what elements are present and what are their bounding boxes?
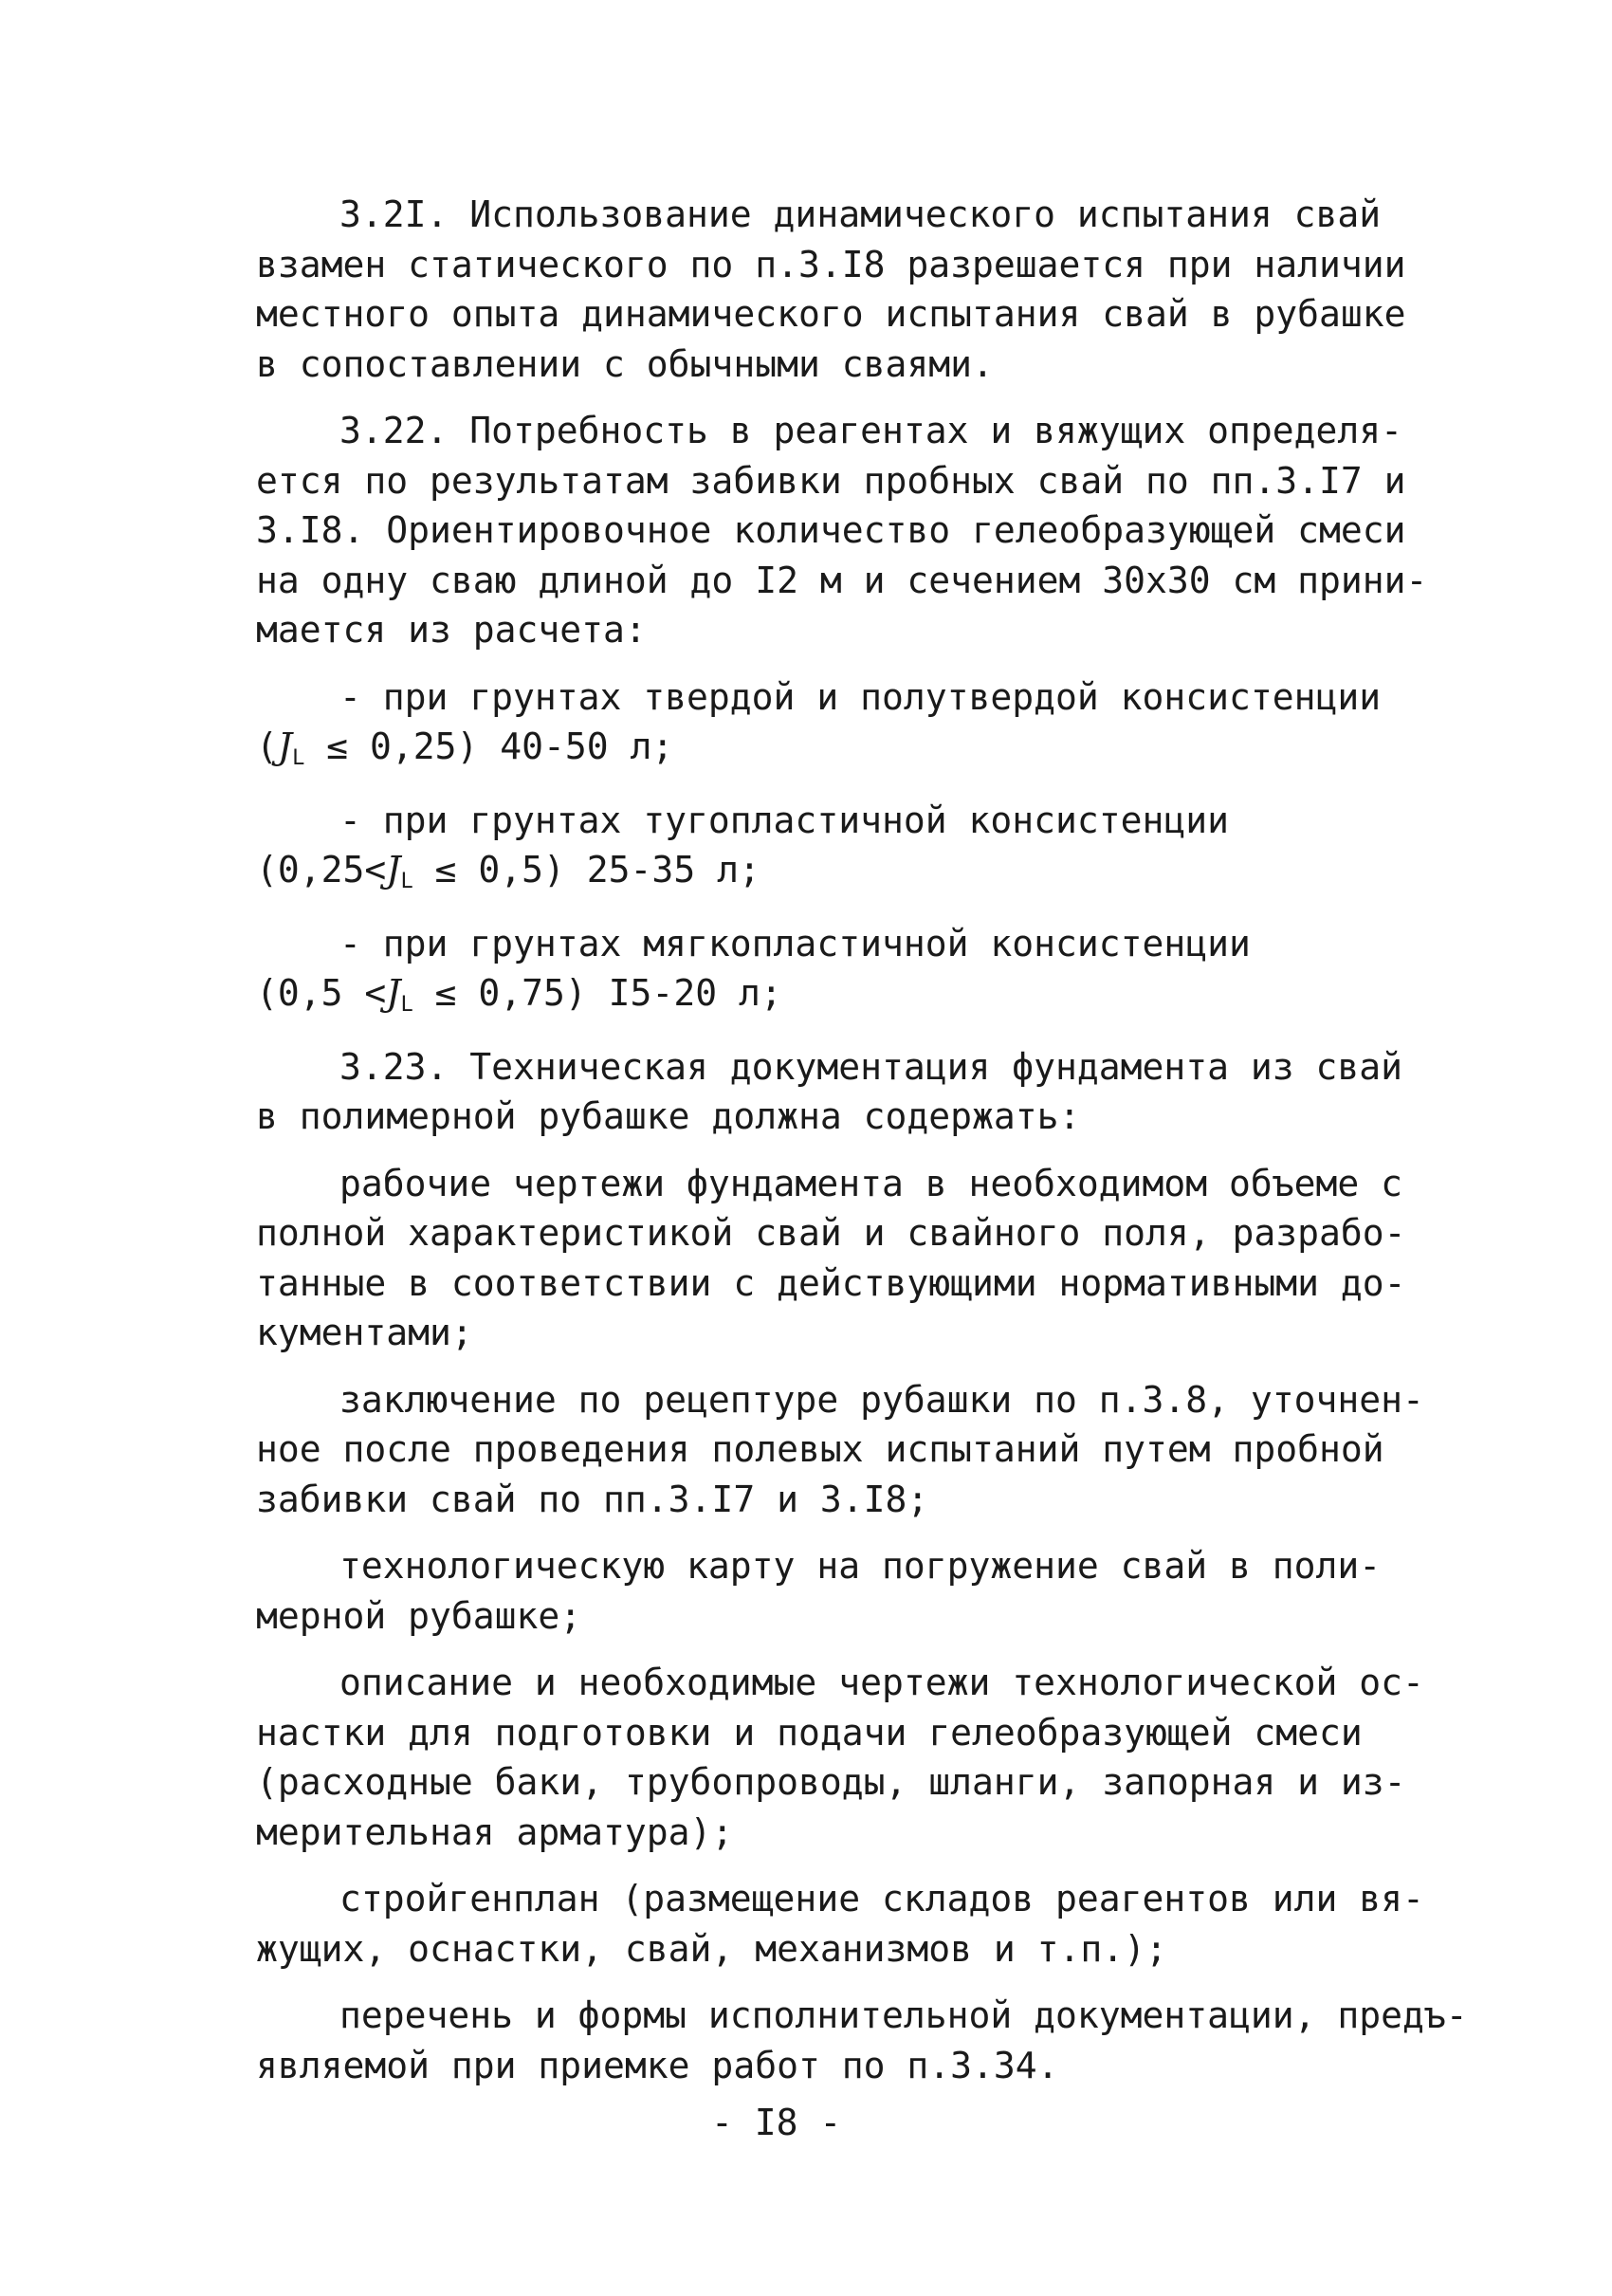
text-line: являемой при приемке работ по п.3.34.: [256, 2044, 1059, 2086]
formula-line: [256, 722, 1441, 779]
text-line: местного опыта динамического испытания свай в рубашке: [256, 293, 1406, 335]
item-tech-map: [256, 1541, 1441, 1641]
formula-prefix: (0,25<: [256, 849, 387, 891]
liquidity-index-symbol: J: [386, 849, 401, 891]
text-line: ется по результатам забивки пробных свай по пп.3.I7 и: [256, 459, 1406, 502]
text-line: танные в соответствии с действующими нормативными до-: [256, 1261, 1406, 1304]
text-line: мерной рубашке;: [256, 1594, 582, 1637]
text-line: в сопоставлении с обычными сваями.: [256, 342, 994, 385]
text-line: перечень и формы исполнительной документации, предъ-: [339, 1994, 1468, 2036]
text-line: (расходные баки, трубопроводы, шланги, запорная и из-: [256, 1761, 1406, 1803]
text-line: настки для подготовки и подачи гелеобразующей смеси: [256, 1711, 1363, 1754]
text-line: в полимерной рубашке должна содержать:: [256, 1095, 1081, 1137]
list-item: [256, 919, 1441, 1025]
liquidity-index-symbol: J: [386, 972, 401, 1014]
text-line: полной характеристикой свай и свайного поля, разрабо-: [256, 1212, 1406, 1254]
soil-consistency-list: [256, 672, 1441, 1025]
text-line: - при грунтах твердой и полутвердой консистенции: [339, 675, 1382, 718]
formula-condition: ≤ 0,75) I5-20 л;: [434, 972, 782, 1014]
text-line: ное после проведения полевых испытаний путем пробной: [256, 1428, 1384, 1470]
list-item: [256, 672, 1441, 779]
paragraph-3-22: [256, 406, 1441, 655]
item-site-plan: [256, 1874, 1441, 1974]
page-number: - I8 -: [711, 2102, 842, 2143]
paragraph-3-23: [256, 1042, 1441, 1142]
formula-prefix: (0,5 <: [256, 972, 387, 1014]
text-line: описание и необходимые чертежи технологической ос-: [339, 1662, 1424, 1703]
text-line: заключение по рецептуре рубашки по п.3.8, уточнен-: [339, 1378, 1424, 1421]
list-item: [256, 796, 1441, 902]
text-line: рабочие чертежи фундамента в необходимом объеме с: [339, 1162, 1403, 1204]
item-docs-list: [256, 1991, 1468, 2090]
liquidity-index-subscript: L: [400, 993, 413, 1017]
text-line: 3.23. Техническая документация фундамента из свай: [339, 1045, 1403, 1088]
formula-condition: ≤ 0,25) 40-50 л;: [326, 726, 674, 767]
text-line: 3.22. Потребность в реагентах и вяжущих определя-: [339, 410, 1403, 451]
text-line: взамен статического по п.3.I8 разрешается при наличии: [256, 243, 1406, 285]
text-line: стройгенплан (размещение складов реагентов или вя-: [339, 1878, 1424, 1919]
text-line: 3.I8. Ориентировочное количество гелеобразующей смеси: [256, 509, 1406, 551]
liquidity-index-symbol: J: [277, 726, 293, 767]
formula-condition: ≤ 0,5) 25-35 л;: [434, 849, 760, 891]
text-line: жущих, оснастки, свай, механизмов и т.п.);: [256, 1927, 1167, 1970]
item-conclusion: [256, 1375, 1441, 1525]
text-line: - при грунтах тугопластичной консистенции: [339, 799, 1229, 841]
text-line: мается из расчета:: [256, 609, 647, 651]
item-drawings: [256, 1159, 1441, 1358]
liquidity-index-subscript: L: [400, 870, 413, 893]
formula-line: [256, 845, 1441, 902]
item-equipment: [256, 1658, 1441, 1857]
formula-prefix: (: [256, 726, 278, 767]
text-line: технологическую карту на погружение свай в поли-: [339, 1545, 1382, 1587]
text-line: забивки свай по пп.3.I7 и 3.I8;: [256, 1478, 929, 1520]
text-line: мерительная арматура);: [256, 1810, 734, 1853]
text-line: кументами;: [256, 1312, 473, 1353]
document-page: [256, 190, 1468, 2148]
liquidity-index-subscript: L: [292, 746, 305, 770]
text-line: 3.2I. Использование динамического испытания свай: [339, 193, 1382, 235]
text-line: на одну сваю длиной до I2 м и сечением 30x30 см прини-: [256, 559, 1428, 601]
formula-line: [256, 968, 1441, 1025]
text-line: - при грунтах мягкопластичной консистенции: [339, 922, 1251, 964]
paragraph-3-21: [256, 190, 1441, 389]
